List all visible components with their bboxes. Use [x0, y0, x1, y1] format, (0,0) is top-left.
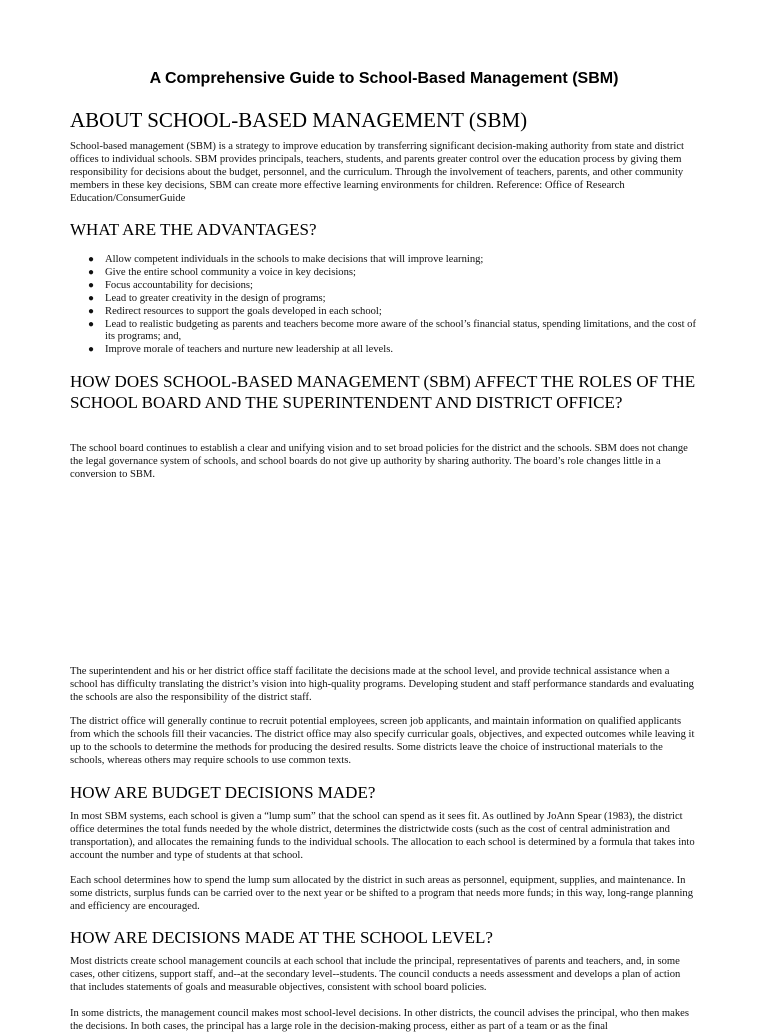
paragraph-school-decisions: In some districts, the management council makes most school-level decisions. In other districts, the council advises the principal, who then makes the decisions. In both cases, the principal has a large role in the decision-making process, either as part of a team or as the final — [70, 1008, 689, 1032]
bullet-icon: ● — [88, 305, 95, 317]
section-heading-advantages: WHAT ARE THE ADVANTAGES? — [70, 220, 317, 239]
list-item: ● Improve morale of teachers and nurture new leadership at all levels. — [88, 344, 393, 356]
paragraph-about: School-based management (SBM) is a strategy to improve education by transferring significant decision-making authority from state and district offices to individual schools. SBM provides principals, teachers, students, and parents greater control over the education process by giving them responsibility for decisions about the budget, personnel, and the curriculum. Through the involvement of teachers, parents, and other community members in these key decisions, SBM can create more effective learning environments for children. Reference: Office of Research Education/ConsumerGuide — [70, 141, 684, 204]
list-item: ● Redirect resources to support the goals developed in each school; — [88, 305, 382, 317]
list-item: ● Allow competent individuals in the schools to make decisions that will improve learning; — [88, 254, 484, 265]
bullet-icon: ● — [88, 279, 95, 291]
bullet-icon: ● — [88, 266, 95, 278]
section-heading-school-level: HOW ARE DECISIONS MADE AT THE SCHOOL LEVEL? — [70, 928, 493, 947]
bullet-icon: ● — [88, 344, 95, 356]
section-heading-roles: HOW DOES SCHOOL-BASED MANAGEMENT (SBM) AFFECT THE ROLES OF THE SCHOOL BOARD AND THE SUPERINTENDENT AND DISTRICT OFFICE? — [70, 372, 696, 412]
list-item: ● Lead to greater creativity in the design of programs; — [88, 292, 326, 304]
paragraph-budget-lump-sum: In most SBM systems, each school is given a “lump sum” that the school can spend as it sees fit. As outlined by JoAnn Spear (1983), the district office determines the total funds needed by the whole district, determines the districtwide costs (such as the cost of central administration and transportation), and allocates the remaining funds to the individual schools. The allocation to each school is determined by a formula that takes into account the number and type of students at that school. — [70, 811, 695, 861]
bullet-icon: ● — [88, 254, 95, 265]
bullet-icon: ● — [88, 292, 95, 304]
section-heading-budget: HOW ARE BUDGET DECISIONS MADE? — [70, 783, 376, 802]
paragraph-roles-superintendent: The superintendent and his or her district office staff facilitate the decisions made at the school level, and provide technical assistance when a school has difficulty translating the district’s vision into high-quality programs. Developing student and staff performance standards and evaluating the schools are also the responsibility of the district staff. — [70, 666, 694, 703]
list-item: ● Lead to realistic budgeting as parents and teachers become more aware of the school’s financial status, spending limitations, and the cost of its programs; and, — [88, 318, 697, 343]
advantages-list — [70, 254, 698, 357]
bullet-icon: ● — [88, 318, 95, 330]
document-title: A Comprehensive Guide to School-Based Management (SBM) — [149, 70, 619, 87]
paragraph-school-councils: Most districts create school management councils at each school that include the principal, representatives of parents and teachers, and, in some cases, other citizens, support staff, and--at the secondary level--students. The council conducts a needs assessment and develops a plan of action that includes statements of goals and measurable objectives, consistent with school board policies. — [70, 956, 681, 993]
list-item: ● Give the entire school community a voice in key decisions; — [88, 266, 356, 278]
paragraph-roles-district-office: The district office will generally continue to recruit potential employees, screen job applicants, and maintain information on qualified applicants from which the schools fill their vacancies. The district office may also specify curricular goals, objectives, and expected outcomes while leaving it up to the schools to determine the methods for producing the desired results. Some districts leave the choice of instructional materials to the schools, whereas others may require schools to use common texts. — [70, 716, 695, 766]
section-heading-about: ABOUT SCHOOL-BASED MANAGEMENT (SBM) — [70, 108, 528, 132]
paragraph-budget-spending: Each school determines how to spend the lump sum allocated by the district in such areas as personnel, equipment, supplies, and maintenance. In some districts, surplus funds can be carried over to the next year or be shifted to a program that needs more funds; in this way, long-range planning and efficiency are encouraged. — [70, 875, 693, 912]
paragraph-roles-board: The school board continues to establish a clear and unifying vision and to set broad policies for the district and the schools. SBM does not change the legal governance system of schools, and school boards do not give up authority by sharing authority. The board’s role changes little in a conversion to SBM. — [70, 443, 688, 480]
list-item: ● Focus accountability for decisions; — [88, 279, 253, 291]
